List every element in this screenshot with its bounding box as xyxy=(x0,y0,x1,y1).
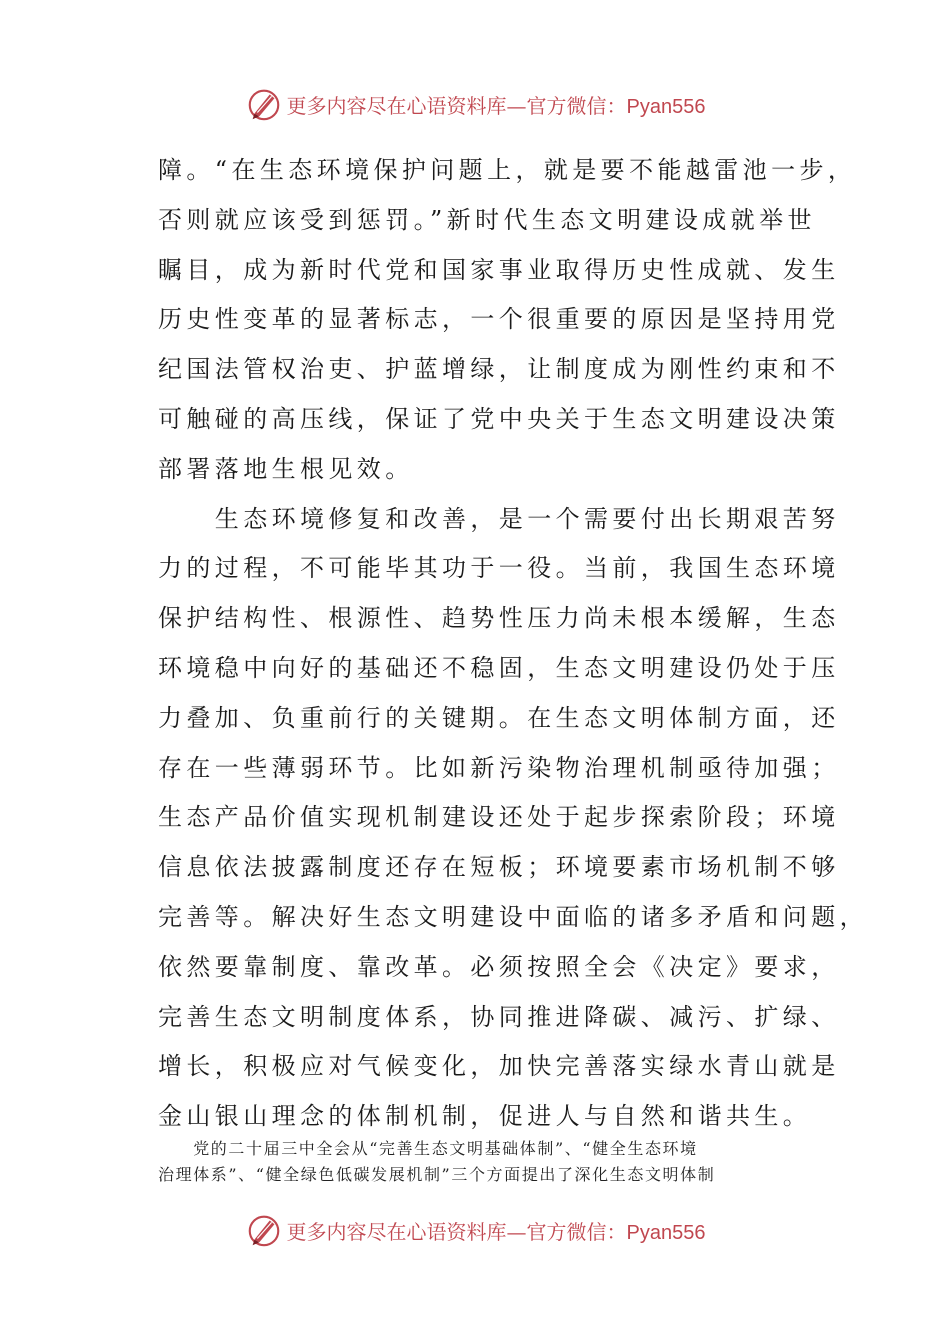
footer-banner xyxy=(0,1208,950,1252)
banner-text: 更多内容尽在心语资料库—官方微信：Pyan556 xyxy=(286,1219,706,1244)
text-line: 存在一些薄弱环节。比如新污染物治理机制亟待加强； xyxy=(158,753,840,782)
text-line: 保护结构性、根源性、趋势性压力尚未根本缓解，生态 xyxy=(158,604,840,633)
text-line: 生态环境修复和改善，是一个需要付出长期艰苦努 xyxy=(158,504,840,533)
paragraph-2 xyxy=(158,495,868,1142)
paragraph-3 xyxy=(158,1136,798,1188)
text-line: 治理体系”、“健全绿色低碳发展机制”三个方面提出了深化生态文明体制 xyxy=(158,1165,716,1184)
text-line: 党的二十届三中全会从“完善生态文明基础体制”、“健全生态环境 xyxy=(158,1139,698,1158)
text-line: 否则就应该受到惩罚。”新时代生态文明建设成就举世 xyxy=(158,205,816,234)
header-banner xyxy=(0,82,950,126)
document-body xyxy=(158,146,868,1142)
paragraph-1 xyxy=(158,146,857,495)
text-line: 部署落地生根见效。 xyxy=(158,454,414,483)
text-line: 瞩目，成为新时代党和国家事业取得历史性成就、发生 xyxy=(158,255,840,284)
text-line: 力叠加、负重前行的关键期。在生态文明体制方面，还 xyxy=(158,703,840,732)
text-line: 依然要靠制度、靠改革。必须按照全会《决定》要求， xyxy=(158,952,840,981)
text-line: 环境稳中向好的基础还不稳固，生态文明建设仍处于压 xyxy=(158,653,840,682)
text-line: 金山银山理念的体制机制，促进人与自然和谐共生。 xyxy=(158,1102,812,1131)
banner-text: 更多内容尽在心语资料库—官方微信：Pyan556 xyxy=(286,93,706,118)
pen-nib-icon xyxy=(245,85,283,123)
pen-nib-icon xyxy=(245,1211,283,1249)
wechat-id: Pyan556 xyxy=(626,95,706,118)
text-line: 增长，积极应对气候变化，加快完善落实绿水青山就是 xyxy=(158,1052,840,1081)
text-line: 完善生态文明制度体系，协同推进降碳、减污、扩绿、 xyxy=(158,1002,840,1031)
text-line: 障。“在生态环境保护问题上，就是要不能越雷池一步， xyxy=(158,156,857,184)
text-line: 信息依法披露制度还存在短板；环境要素市场机制不够 xyxy=(158,853,840,882)
text-line: 完善等。解决好生态文明建设中面临的诸多矛盾和问题， xyxy=(158,902,868,931)
text-line: 历史性变革的显著标志，一个很重要的原因是坚持用党 xyxy=(158,305,840,334)
text-line: 生态产品价值实现机制建设还处于起步探索阶段；环境 xyxy=(158,803,840,832)
wechat-id: Pyan556 xyxy=(626,1221,706,1244)
text-line: 可触碰的高压线，保证了党中央关于生态文明建设决策 xyxy=(158,404,840,433)
text-line: 纪国法管权治吏、护蓝增绿，让制度成为刚性约束和不 xyxy=(158,355,840,384)
text-line: 力的过程，不可能毕其功于一役。当前，我国生态环境 xyxy=(158,554,840,583)
